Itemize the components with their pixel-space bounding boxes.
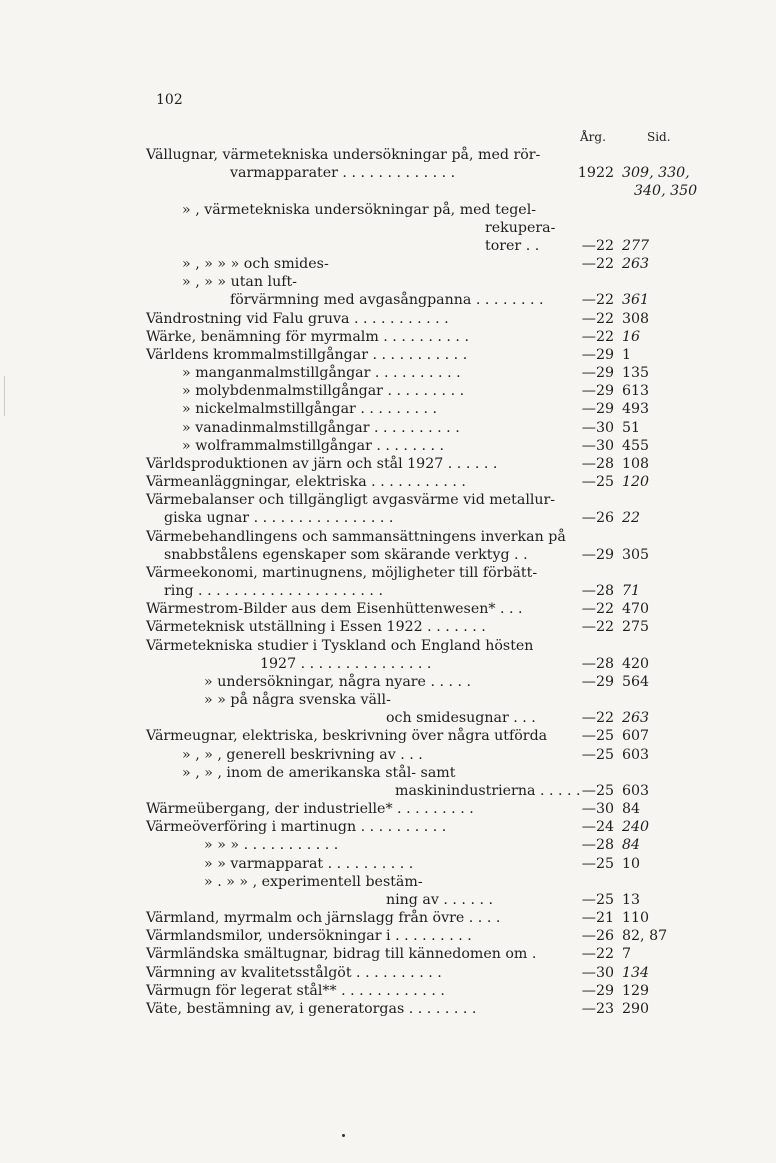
entry-pages: 10: [622, 855, 641, 872]
entry-text: Värmland, myrmalm och järnslagg från övre . . . .: [146, 910, 501, 927]
entry-year: —25: [581, 891, 614, 908]
entry-year: —24: [581, 819, 614, 836]
entry-pages: 603: [622, 746, 650, 763]
entry-text: ring . . . . . . . . . . . . . . . . . . . . .: [164, 583, 383, 600]
index-line: [0, 473, 776, 491]
entry-text: maskinindustrierna . . . . .: [395, 782, 581, 799]
index-line: [0, 382, 776, 400]
entry-pages: 305: [622, 546, 650, 563]
entry-pages: 82, 87: [622, 928, 668, 945]
entry-text: Världsproduktionen av järn och stål 1927 . . . . . .: [146, 455, 498, 472]
entry-pages: 240: [622, 819, 650, 836]
index-line: [0, 709, 776, 727]
entry-year: —25: [581, 728, 614, 745]
entry-pages: 134: [622, 964, 650, 981]
entry-pages: 84: [622, 837, 641, 854]
entry-pages: 13: [622, 891, 641, 908]
entry-year: —28: [581, 655, 614, 672]
index-line: [0, 964, 776, 982]
entry-year: —22: [581, 292, 614, 309]
entry-pages: 1: [622, 346, 632, 363]
entry-text: Värmugn för legerat stål** . . . . . . . . . . . .: [146, 982, 445, 999]
entry-text: » , » » utan luft-: [182, 274, 297, 291]
index-line: [0, 509, 776, 527]
entry-pages: 309, 330,: [622, 165, 690, 182]
entry-text: Värmning av kvalitetsstålgöt . . . . . . . . . .: [146, 964, 442, 981]
entry-text: » , » , inom de amerikanska stål- samt: [182, 764, 456, 781]
index-line: [0, 400, 776, 418]
entry-year: —29: [581, 982, 614, 999]
index-line: [0, 237, 776, 255]
entry-text: Wärke, benämning för myrmalm . . . . . . . . . .: [146, 328, 469, 345]
entry-text: torer . .: [485, 237, 540, 254]
entry-year: —25: [581, 782, 614, 799]
entry-pages: 16: [622, 328, 641, 345]
entry-pages: 108: [622, 455, 650, 472]
entry-year: —23: [581, 1000, 614, 1017]
index-line: [0, 219, 776, 237]
entry-year: —30: [581, 801, 614, 818]
index-line: [0, 419, 776, 437]
index-line: [0, 927, 776, 945]
entry-pages: 290: [622, 1000, 650, 1017]
entry-year: —25: [581, 855, 614, 872]
entry-pages: 607: [622, 728, 650, 745]
entry-text: » nickelmalmstillgångar . . . . . . . . .: [182, 401, 438, 418]
entry-pages: 603: [622, 782, 650, 799]
index-line: [0, 564, 776, 582]
index-line: [0, 346, 776, 364]
index-line: [0, 909, 776, 927]
entry-text: giska ugnar . . . . . . . . . . . . . . . .: [164, 510, 394, 527]
entry-year: —29: [581, 401, 614, 418]
entry-text: » wolframmalmstillgångar . . . . . . . .: [182, 437, 445, 454]
entry-year: —29: [581, 673, 614, 690]
index-line: [0, 328, 776, 346]
index-line: [0, 818, 776, 836]
index-line: [0, 855, 776, 873]
entry-pages: 7: [622, 946, 632, 963]
entry-text: Vällugnar, värmetekniska undersökningar på, med rör-: [146, 147, 541, 163]
entry-text: » . » » , experimentell bestäm-: [204, 873, 423, 890]
entry-year: —26: [581, 928, 614, 945]
entry-year: —26: [581, 510, 614, 527]
entry-pages: 470: [622, 601, 650, 618]
index-line: [0, 182, 776, 200]
entry-pages: 84: [622, 801, 641, 818]
index-line: [0, 455, 776, 473]
entry-text: Världens krommalmstillgångar . . . . . . . . . . .: [146, 346, 468, 363]
index-line: [0, 746, 776, 764]
entry-text: Vändrostning vid Falu gruva . . . . . . . . . . .: [146, 310, 449, 327]
index-line: [0, 146, 776, 164]
entry-year: —25: [581, 746, 614, 763]
entry-year: —22: [581, 237, 614, 254]
entry-pages: 493: [622, 401, 650, 418]
scan-margin-mark: [4, 376, 5, 416]
index-line: [0, 945, 776, 963]
entry-text: » vanadinmalmstillgångar . . . . . . . . . .: [182, 419, 460, 436]
index-line: [0, 528, 776, 546]
entry-year: —22: [581, 619, 614, 636]
entry-text: Värmebalanser och tillgängligt avgasvärme vid metallur-: [146, 492, 556, 509]
index-line: [0, 1000, 776, 1018]
entry-text: Värmlandsmilor, undersökningar i . . . . . . . . .: [146, 928, 472, 945]
entry-year: —30: [581, 437, 614, 454]
entry-year: —22: [581, 256, 614, 273]
entry-text: och smidesugnar . . .: [386, 710, 536, 727]
entry-text: Wärmestrom-Bilder aus dem Eisenhüttenwesen* . . .: [146, 601, 523, 618]
index-line: [0, 673, 776, 691]
entry-text: Wärmeübergang, der industrielle* . . . . . . . . .: [146, 801, 474, 818]
entry-pages: 263: [622, 710, 650, 727]
entry-text: förvärmning med avgasångpanna . . . . . . . .: [230, 292, 544, 309]
entry-text: ning av . . . . . .: [386, 891, 493, 908]
entry-year: —22: [581, 710, 614, 727]
entry-text: Värmländska smältugnar, bidrag till kännedomen om .: [146, 946, 537, 963]
index-line: [0, 255, 776, 273]
entry-text: Värmeöverföring i martinugn . . . . . . . . . .: [146, 819, 447, 836]
index-line: [0, 546, 776, 564]
entry-year: —30: [581, 964, 614, 981]
entry-text: Värmeekonomi, martinugnens, möjligheter till förbätt-: [146, 564, 538, 581]
index-line: [0, 655, 776, 673]
entry-text: » manganmalmstillgångar . . . . . . . . . .: [182, 365, 461, 382]
entry-text: Värmeanläggningar, elektriska . . . . . . . . . . .: [146, 474, 466, 491]
index-line: [0, 727, 776, 745]
entry-year: —22: [581, 946, 614, 963]
index-line: [0, 291, 776, 309]
entry-year: —29: [581, 383, 614, 400]
index-line: [0, 273, 776, 291]
entry-text: » undersökningar, några nyare . . . . .: [204, 673, 472, 690]
index-line: [0, 618, 776, 636]
entry-year: —30: [581, 419, 614, 436]
entry-year: —29: [581, 365, 614, 382]
year-column-header: Årg.: [580, 130, 606, 144]
page-number: 102: [156, 92, 183, 108]
index-line: [0, 491, 776, 509]
entry-text: » molybdenmalmstillgångar . . . . . . . . .: [182, 383, 465, 400]
index-line: [0, 364, 776, 382]
entry-text: » , » , generell beskrivning av . . .: [182, 746, 423, 763]
entry-pages: 361: [622, 292, 650, 309]
entry-year: —22: [581, 601, 614, 618]
index-line: [0, 164, 776, 182]
entry-text: » » på några svenska väll-: [204, 692, 391, 709]
entry-pages: 277: [622, 237, 650, 254]
entry-year: —21: [581, 910, 614, 927]
entry-pages: 71: [622, 583, 641, 600]
entry-year: —28: [581, 583, 614, 600]
entry-year: —22: [581, 310, 614, 327]
index-line: [0, 582, 776, 600]
index-line: [0, 691, 776, 709]
index-line: [0, 982, 776, 1000]
entry-pages: 110: [622, 910, 650, 927]
entry-text: Värmebehandlingens och sammansättningens inverkan på: [146, 528, 566, 545]
entry-text: varmapparater . . . . . . . . . . . . .: [230, 165, 456, 182]
entry-pages: 135: [622, 365, 650, 382]
page-column-header: Sid.: [647, 130, 671, 144]
index-line: [0, 800, 776, 818]
entry-text: snabbstålens egenskaper som skärande verktyg . .: [164, 546, 528, 563]
entry-text: » » varmapparat . . . . . . . . . .: [204, 855, 414, 872]
entry-pages: 263: [622, 256, 650, 273]
entry-text: Värmeugnar, elektriska, beskrivning över några utförda: [146, 728, 548, 745]
entry-year: —29: [581, 346, 614, 363]
entry-text: Värmetekniska studier i Tyskland och England hösten: [146, 637, 534, 654]
entry-text: Väte, bestämning av, i generatorgas . . . . . . . .: [146, 1000, 477, 1017]
entry-pages: 51: [622, 419, 641, 436]
entry-year: —28: [581, 837, 614, 854]
index-line: [0, 873, 776, 891]
index-line: [0, 836, 776, 854]
entry-pages: 564: [622, 673, 650, 690]
index-line: [0, 637, 776, 655]
index-line: [0, 782, 776, 800]
entry-year: —29: [581, 546, 614, 563]
entry-year: —22: [581, 328, 614, 345]
entry-pages: 120: [622, 474, 650, 491]
entry-year: 1922: [577, 165, 614, 182]
scan-dot: [342, 1134, 345, 1137]
entry-text: Värmeteknisk utställning i Essen 1922 . . . . . . .: [146, 619, 486, 636]
entry-text: rekupera-: [485, 219, 556, 236]
entry-pages: 420: [622, 655, 650, 672]
index-line: [0, 201, 776, 219]
index-line: [0, 437, 776, 455]
entry-pages: 308: [622, 310, 650, 327]
entry-text: 1927 . . . . . . . . . . . . . . .: [260, 655, 432, 672]
entry-text: » , » » » och smides-: [182, 256, 329, 273]
entry-pages: 455: [622, 437, 650, 454]
entry-pages: 129: [622, 982, 650, 999]
entry-year: —28: [581, 455, 614, 472]
entry-pages: 275: [622, 619, 650, 636]
entry-year: —25: [581, 474, 614, 491]
entry-pages: 340, 350: [634, 183, 698, 200]
index-line: [0, 891, 776, 909]
entry-text: » , värmetekniska undersökningar på, med tegel-: [182, 201, 537, 218]
entry-pages: 613: [622, 383, 650, 400]
entry-text: » » » . . . . . . . . . . .: [204, 837, 339, 854]
index-line: [0, 764, 776, 782]
entry-pages: 22: [622, 510, 641, 527]
index-line: [0, 600, 776, 618]
index-line: [0, 310, 776, 328]
